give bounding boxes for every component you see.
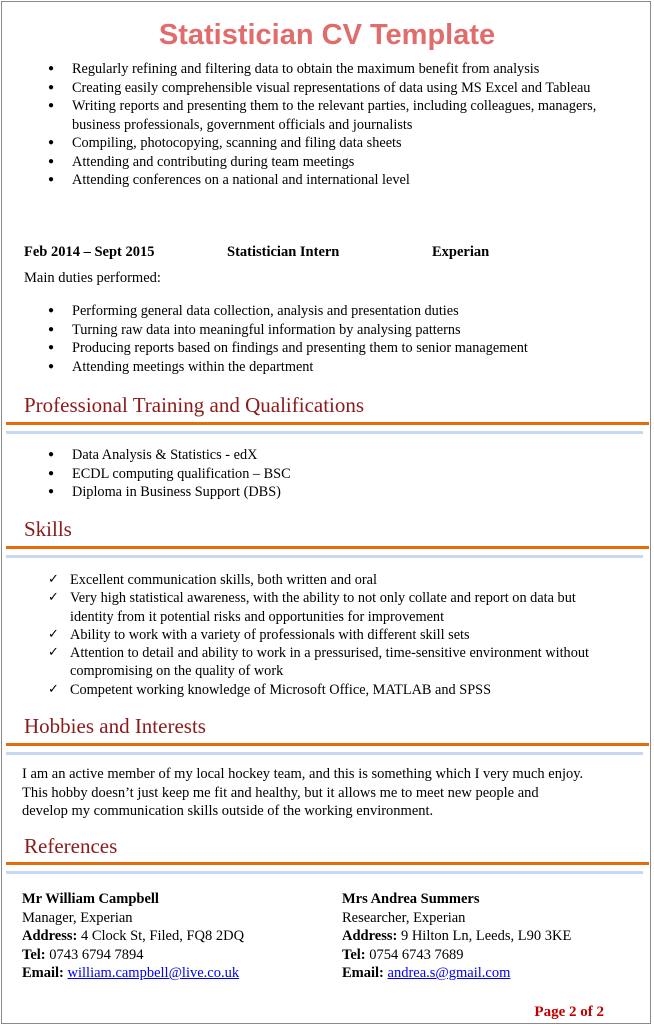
list-item: ● Attending meetings within the department	[48, 358, 608, 377]
section-heading-training: Professional Training and Qualifications	[24, 393, 365, 417]
list-item: ● Diploma in Business Support (DBS)	[48, 483, 608, 502]
list-item: ● Compiling, photocopying, scanning and filing data sheets	[48, 134, 608, 153]
duties-list-1	[48, 60, 608, 190]
reference-position: Researcher, Experian	[342, 909, 466, 926]
reference-name: Mrs Andrea Summers	[342, 891, 480, 907]
reference-email-link[interactable]: andrea.s@gmail.com	[387, 965, 511, 981]
list-item: ● Turning raw data into meaningful information by analysing patterns	[48, 321, 608, 340]
document-title: Statistician CV Template	[158, 19, 496, 51]
reference-position: Manager, Experian	[22, 909, 133, 926]
page-number: Page 2 of 2	[534, 1004, 604, 1020]
list-item: ● Attending and contributing during team meetings	[48, 153, 608, 172]
list-item: ● Data Analysis & Statistics - edX	[48, 446, 608, 465]
section-divider	[6, 743, 649, 746]
list-item: ✓ Attention to detail and ability to work in a pressurised, time-sensitive environment without compromising on the quality of work	[48, 644, 608, 681]
reference-tel: 0743 6794 7894	[49, 946, 144, 963]
reference-email-link[interactable]: william.campbell@live.co.uk	[67, 965, 240, 981]
list-item: ✓ Ability to work with a variety of professionals with different skill sets	[48, 626, 608, 644]
address-label: Address:	[342, 928, 398, 944]
job-dates: Feb 2014 – Sept 2015	[24, 244, 155, 260]
list-item: ● Creating easily comprehensible visual representations of data using MS Excel and Tableau	[48, 79, 608, 98]
section-divider	[6, 431, 643, 434]
email-label: Email:	[342, 965, 384, 981]
list-item: ● ECDL computing qualification – BSC	[48, 465, 608, 484]
list-item: ● Performing general data collection, analysis and presentation duties	[48, 302, 608, 321]
job-role: Statistician Intern	[227, 244, 340, 260]
training-list	[48, 446, 608, 502]
address-label: Address:	[22, 928, 78, 944]
section-heading-hobbies: Hobbies and Interests	[24, 714, 206, 738]
section-divider	[6, 422, 649, 425]
section-divider	[6, 555, 643, 558]
list-item: ● Producing reports based on findings and presenting them to senior management	[48, 339, 608, 358]
job-employer: Experian	[432, 244, 490, 260]
reference-address: 4 Clock St, Filed, FQ8 2DQ	[80, 928, 245, 944]
section-divider	[6, 862, 649, 865]
list-item: ● Attending conferences on a national and international level	[48, 171, 608, 190]
section-divider	[6, 871, 643, 874]
tel-label: Tel:	[342, 946, 366, 963]
reference-1	[22, 890, 244, 983]
skills-list	[48, 571, 608, 699]
duties-list-2	[48, 302, 608, 376]
list-item: ✓ Competent working knowledge of Microsoft Office, MATLAB and SPSS	[48, 681, 608, 699]
list-item: ✓ Excellent communication skills, both written and oral	[48, 571, 608, 589]
email-label: Email:	[22, 965, 64, 981]
section-heading-references: References	[24, 834, 118, 858]
section-divider	[6, 752, 643, 755]
hobbies-text: I am an active member of my local hockey team, and this is something which I very much enjoy. This hobby doesn’t just keep me fit and healthy, but it allows me to meet new people and develop my communication skills outside of the working environment.	[22, 766, 584, 819]
section-divider	[6, 546, 649, 549]
reference-2	[342, 890, 571, 983]
reference-name: Mr William Campbell	[22, 891, 159, 907]
duties-intro: Main duties performed:	[24, 270, 161, 286]
tel-label: Tel:	[22, 946, 46, 963]
reference-tel: 0754 6743 7689	[369, 946, 464, 963]
list-item: ● Regularly refining and filtering data to obtain the maximum benefit from analysis	[48, 60, 608, 79]
list-item: ✓ Very high statistical awareness, with the ability to not only collate and report on data but identity from it potential risks and opportunities for improvement	[48, 589, 608, 626]
section-heading-skills: Skills	[24, 517, 72, 541]
reference-address: 9 Hilton Ln, Leeds, L90 3KE	[400, 928, 572, 944]
list-item: ● Writing reports and presenting them to the relevant parties, including colleagues, managers, business professionals, government officials and journalists	[48, 97, 608, 134]
